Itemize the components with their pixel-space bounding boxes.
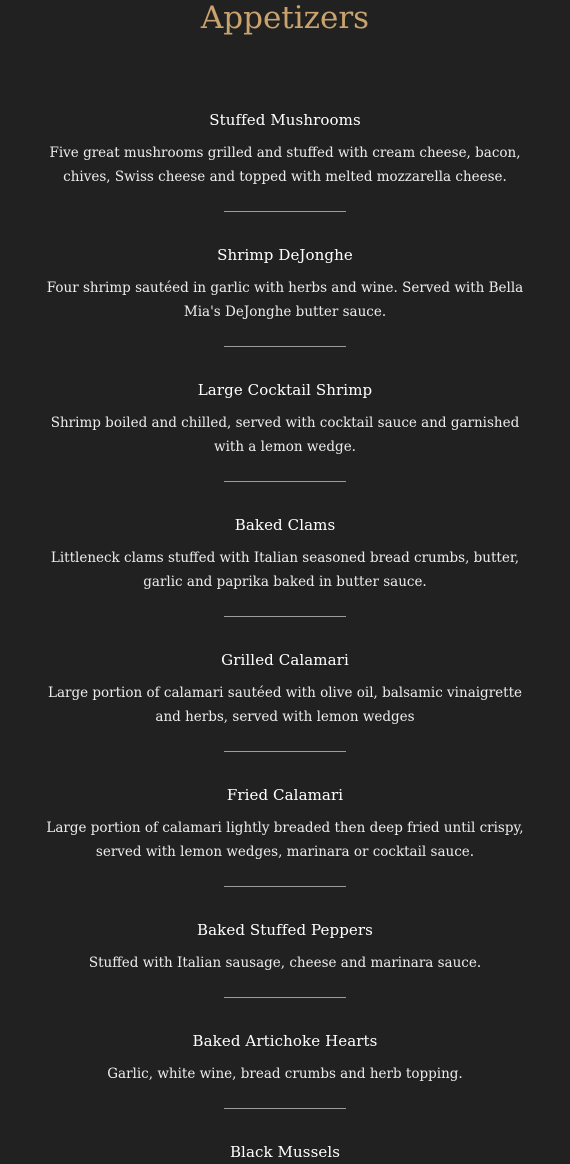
item-divider <box>224 751 346 752</box>
item-name: Baked Clams <box>234 516 336 534</box>
menu-item-baked-artichoke-hearts <box>0 1029 570 1109</box>
item-description: Garlic, white wine, bread crumbs and herb topping. <box>107 1066 463 1082</box>
item-name: Shrimp DeJonghe <box>217 246 353 264</box>
item-name: Large Cocktail Shrimp <box>197 381 373 399</box>
menu-item-baked-stuffed-peppers <box>0 918 570 998</box>
item-description: Littleneck clams stuffed with Italian seasoned bread crumbs, butter, garlic and paprika baked in butter sauce. <box>50 550 520 590</box>
menu-list <box>0 108 570 1164</box>
item-divider <box>224 211 346 212</box>
item-description: Five great mushrooms grilled and stuffed with cream cheese, bacon, chives, Swiss cheese and topped with melted mozzarella cheese. <box>49 145 521 185</box>
item-description: Large portion of calamari sautéed with olive oil, balsamic vinaigrette and herbs, served with lemon wedges <box>48 685 522 725</box>
item-name: Baked Stuffed Peppers <box>197 921 373 939</box>
item-description: Shrimp boiled and chilled, served with cocktail sauce and garnished with a lemon wedge. <box>50 415 520 455</box>
item-divider <box>224 481 346 482</box>
menu-item-black-mussels <box>0 1140 570 1164</box>
menu-item-fried-calamari <box>0 783 570 887</box>
item-name: Black Mussels <box>229 1143 341 1161</box>
section-title: Appetizers <box>200 0 370 36</box>
item-description: Stuffed with Italian sausage, cheese and marinara sauce. <box>88 955 482 971</box>
menu-item-stuffed-mushrooms <box>0 108 570 212</box>
menu-item-baked-clams <box>0 513 570 617</box>
item-name: Fried Calamari <box>226 786 344 804</box>
item-name: Stuffed Mushrooms <box>209 111 361 129</box>
menu-item-shrimp-dejonghe <box>0 243 570 347</box>
item-divider <box>224 1108 346 1109</box>
item-divider <box>224 616 346 617</box>
item-name: Grilled Calamari <box>221 651 349 669</box>
item-description: Four shrimp sautéed in garlic with herbs and wine. Served with Bella Mia's DeJonghe butter sauce. <box>46 280 524 320</box>
item-divider <box>224 886 346 887</box>
menu-item-large-cocktail-shrimp <box>0 378 570 482</box>
item-description: Large portion of calamari lightly breaded then deep fried until crispy, served with lemon wedges, marinara or cocktail sauce. <box>46 820 524 860</box>
item-name: Baked Artichoke Hearts <box>192 1032 378 1050</box>
menu-item-grilled-calamari <box>0 648 570 752</box>
item-divider <box>224 346 346 347</box>
item-divider <box>224 997 346 998</box>
